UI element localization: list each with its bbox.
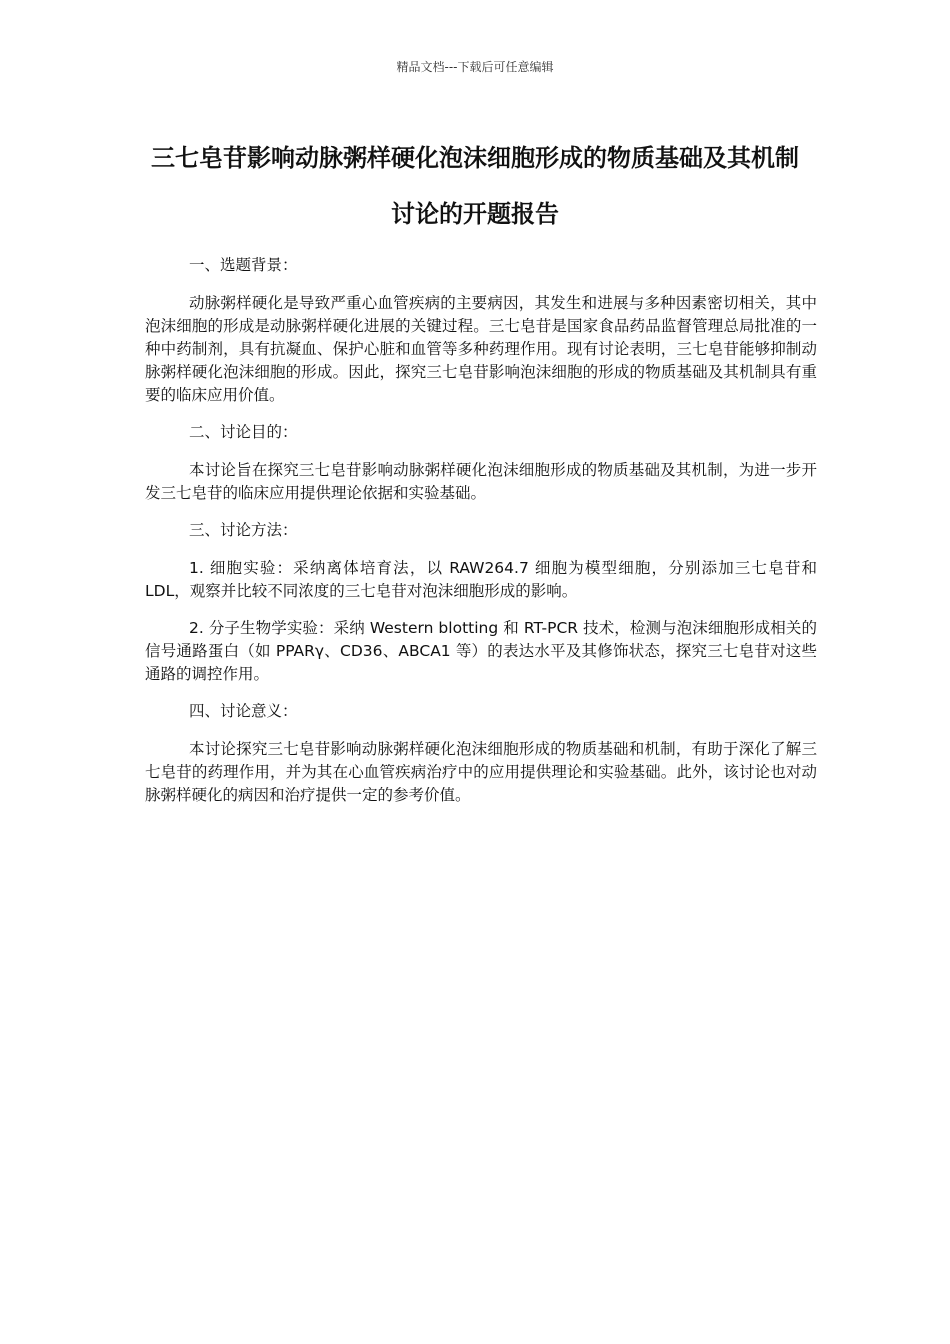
method-item-2: 2. 分子生物学实验：采纳 Western blotting 和 RT-PCR 技术，检测与泡沫细胞形成相关的信号通路蛋白（如 PPARγ、CD36、ABCA1 等）的表达水平及其修饰状态，探究三七皂苷对这些通路的调控作用。 (145, 619, 817, 683)
method-item-1: 1. 细胞实验：采纳离体培育法，以 RAW264.7 细胞为模型细胞，分别添加三七皂苷和 LDL，观察并比较不同浓度的三七皂苷对泡沫细胞形成的影响。 (145, 559, 817, 600)
background-heading: 一、选题背景： (189, 256, 298, 274)
method-heading: 三、讨论方法： (189, 521, 298, 539)
purpose-paragraph: 本讨论旨在探究三七皂苷影响动脉粥样硬化泡沫细胞形成的物质基础及其机制，为进一步开发三七皂苷的临床应用提供理论依据和实验基础。 (145, 461, 817, 502)
significance-paragraph: 本讨论探究三七皂苷影响动脉粥样硬化泡沫细胞形成的物质基础和机制，有助于深化了解三七皂苷的药理作用，并为其在心血管疾病治疗中的应用提供理论和实验基础。此外，该讨论也对动脉粥样硬化的病因和治疗提供一定的参考价值。 (145, 740, 817, 804)
significance-heading: 四、讨论意义： (189, 702, 298, 720)
background-paragraph: 动脉粥样硬化是导致严重心血管疾病的主要病因，其发生和进展与多种因素密切相关，其中泡沫细胞的形成是动脉粥样硬化进展的关键过程。三七皂苷是国家食品药品监督管理总局批准的一种中药制剂，具有抗凝血、保护心脏和血管等多种药理作用。现有讨论表明，三七皂苷能够抑制动脉粥样硬化泡沫细胞的形成。因此，探究三七皂苷影响泡沫细胞的形成的物质基础及其机制具有重要的临床应用价值。 (145, 294, 817, 404)
header-note: 精品文档---下载后可任意编辑 (396, 60, 554, 74)
document-body (145, 254, 817, 821)
purpose-heading: 二、讨论目的： (189, 423, 298, 441)
document-title: 三七皂苷影响动脉粥样硬化泡沫细胞形成的物质基础及其机制讨论的开题报告 (151, 144, 799, 228)
